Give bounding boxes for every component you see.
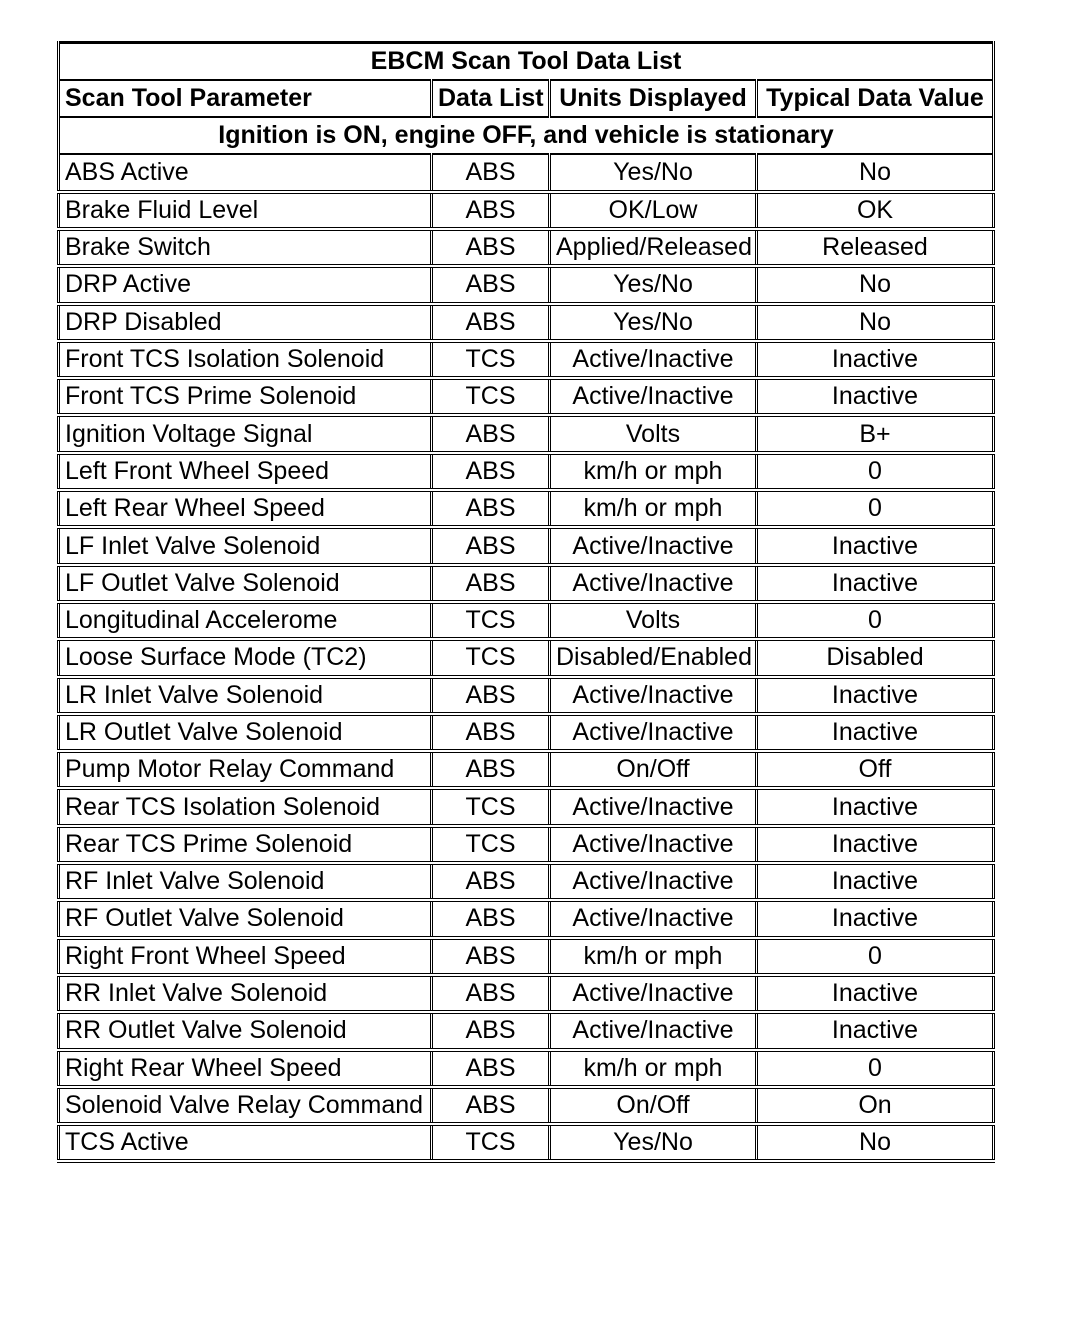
cell-typical-value: No [757,1124,994,1161]
cell-typical-value: Inactive [757,826,994,863]
cell-typical-value: No [757,304,994,341]
table-row [59,1124,994,1161]
table-row [59,565,994,602]
table-body [59,154,994,1161]
cell-data-list: ABS [432,154,550,191]
header-typical-data-value: Typical Data Value [757,80,994,117]
cell-parameter: Right Rear Wheel Speed [59,1050,432,1087]
cell-units: Active/Inactive [550,341,757,378]
cell-data-list: ABS [432,415,550,452]
table-row [59,229,994,266]
cell-data-list: ABS [432,677,550,714]
cell-units: Active/Inactive [550,677,757,714]
cell-data-list: TCS [432,788,550,825]
cell-units: Applied/Released [550,229,757,266]
cell-data-list: ABS [432,938,550,975]
cell-units: Yes/No [550,266,757,303]
header-scan-tool-parameter: Scan Tool Parameter [59,80,432,117]
cell-units: Yes/No [550,304,757,341]
cell-parameter: LR Outlet Valve Solenoid [59,714,432,751]
cell-parameter: DRP Disabled [59,304,432,341]
cell-parameter: DRP Active [59,266,432,303]
cell-data-list: TCS [432,602,550,639]
cell-typical-value: Inactive [757,1012,994,1049]
table-row [59,1012,994,1049]
table-row [59,1087,994,1124]
cell-typical-value: 0 [757,938,994,975]
cell-units: Yes/No [550,1124,757,1161]
document-page [57,41,992,1163]
cell-parameter: Longitudinal Accelerome [59,602,432,639]
table-row [59,602,994,639]
cell-units: Active/Inactive [550,975,757,1012]
cell-typical-value: 0 [757,490,994,527]
table-row [59,863,994,900]
cell-data-list: TCS [432,826,550,863]
cell-parameter: Front TCS Prime Solenoid [59,378,432,415]
cell-typical-value: 0 [757,1050,994,1087]
cell-data-list: ABS [432,714,550,751]
cell-units: Active/Inactive [550,378,757,415]
cell-parameter: Left Front Wheel Speed [59,453,432,490]
cell-units: Active/Inactive [550,714,757,751]
cell-units: OK/Low [550,192,757,229]
cell-data-list: ABS [432,527,550,564]
cell-parameter: Ignition Voltage Signal [59,415,432,452]
cell-typical-value: Inactive [757,863,994,900]
cell-data-list: ABS [432,266,550,303]
table-row [59,415,994,452]
table-row [59,788,994,825]
table-row [59,975,994,1012]
table-row [59,751,994,788]
cell-parameter: ABS Active [59,154,432,191]
table-row [59,938,994,975]
table-row [59,677,994,714]
cell-data-list: ABS [432,1087,550,1124]
cell-typical-value: Off [757,751,994,788]
cell-parameter: RF Inlet Valve Solenoid [59,863,432,900]
cell-data-list: ABS [432,900,550,937]
cell-typical-value: Inactive [757,341,994,378]
cell-data-list: ABS [432,304,550,341]
cell-typical-value: B+ [757,415,994,452]
table-row [59,714,994,751]
cell-typical-value: Disabled [757,639,994,676]
table-title: EBCM Scan Tool Data List [59,43,994,80]
table-row [59,1050,994,1087]
cell-units: km/h or mph [550,453,757,490]
cell-typical-value: No [757,266,994,303]
cell-units: km/h or mph [550,938,757,975]
cell-data-list: TCS [432,1124,550,1161]
cell-parameter: RR Inlet Valve Solenoid [59,975,432,1012]
header-units-displayed: Units Displayed [550,80,757,117]
cell-parameter: LF Outlet Valve Solenoid [59,565,432,602]
cell-parameter: Solenoid Valve Relay Command [59,1087,432,1124]
table-row [59,266,994,303]
cell-units: On/Off [550,751,757,788]
cell-units: Active/Inactive [550,863,757,900]
cell-typical-value: 0 [757,453,994,490]
cell-typical-value: Inactive [757,677,994,714]
cell-data-list: ABS [432,490,550,527]
cell-typical-value: No [757,154,994,191]
cell-typical-value: Inactive [757,378,994,415]
table-row [59,826,994,863]
cell-units: Active/Inactive [550,788,757,825]
cell-parameter: Right Front Wheel Speed [59,938,432,975]
cell-typical-value: OK [757,192,994,229]
cell-typical-value: 0 [757,602,994,639]
table-row [59,527,994,564]
cell-parameter: Front TCS Isolation Solenoid [59,341,432,378]
cell-parameter: LR Inlet Valve Solenoid [59,677,432,714]
cell-typical-value: Inactive [757,900,994,937]
cell-units: Disabled/Enabled [550,639,757,676]
table-row [59,453,994,490]
table-row [59,304,994,341]
cell-data-list: ABS [432,1050,550,1087]
cell-typical-value: Inactive [757,714,994,751]
cell-typical-value: Inactive [757,527,994,564]
cell-parameter: Rear TCS Isolation Solenoid [59,788,432,825]
cell-parameter: Brake Fluid Level [59,192,432,229]
cell-parameter: RF Outlet Valve Solenoid [59,900,432,937]
cell-units: Yes/No [550,154,757,191]
cell-data-list: ABS [432,1012,550,1049]
cell-parameter: Rear TCS Prime Solenoid [59,826,432,863]
cell-units: Active/Inactive [550,527,757,564]
cell-typical-value: On [757,1087,994,1124]
condition-row: Ignition is ON, engine OFF, and vehicle is stationary [59,117,994,154]
cell-units: Volts [550,415,757,452]
cell-data-list: TCS [432,378,550,415]
cell-typical-value: Released [757,229,994,266]
table-row [59,341,994,378]
scan-tool-data-table [57,41,995,1163]
cell-units: Active/Inactive [550,826,757,863]
cell-data-list: ABS [432,192,550,229]
cell-units: Active/Inactive [550,900,757,937]
cell-data-list: ABS [432,863,550,900]
table-row [59,154,994,191]
cell-data-list: ABS [432,229,550,266]
cell-units: On/Off [550,1087,757,1124]
cell-data-list: ABS [432,453,550,490]
cell-typical-value: Inactive [757,975,994,1012]
cell-typical-value: Inactive [757,565,994,602]
cell-typical-value: Inactive [757,788,994,825]
cell-units: Active/Inactive [550,1012,757,1049]
table-row [59,192,994,229]
cell-data-list: ABS [432,975,550,1012]
cell-units: Volts [550,602,757,639]
table-row [59,639,994,676]
cell-data-list: TCS [432,341,550,378]
cell-parameter: RR Outlet Valve Solenoid [59,1012,432,1049]
table-row [59,490,994,527]
cell-parameter: Loose Surface Mode (TC2) [59,639,432,676]
cell-parameter: Brake Switch [59,229,432,266]
cell-data-list: ABS [432,751,550,788]
table-row [59,900,994,937]
cell-parameter: LF Inlet Valve Solenoid [59,527,432,564]
cell-data-list: ABS [432,565,550,602]
header-data-list: Data List [432,80,550,117]
cell-units: Active/Inactive [550,565,757,602]
cell-units: km/h or mph [550,1050,757,1087]
cell-units: km/h or mph [550,490,757,527]
cell-parameter: TCS Active [59,1124,432,1161]
cell-parameter: Left Rear Wheel Speed [59,490,432,527]
cell-parameter: Pump Motor Relay Command [59,751,432,788]
table-row [59,378,994,415]
cell-data-list: TCS [432,639,550,676]
